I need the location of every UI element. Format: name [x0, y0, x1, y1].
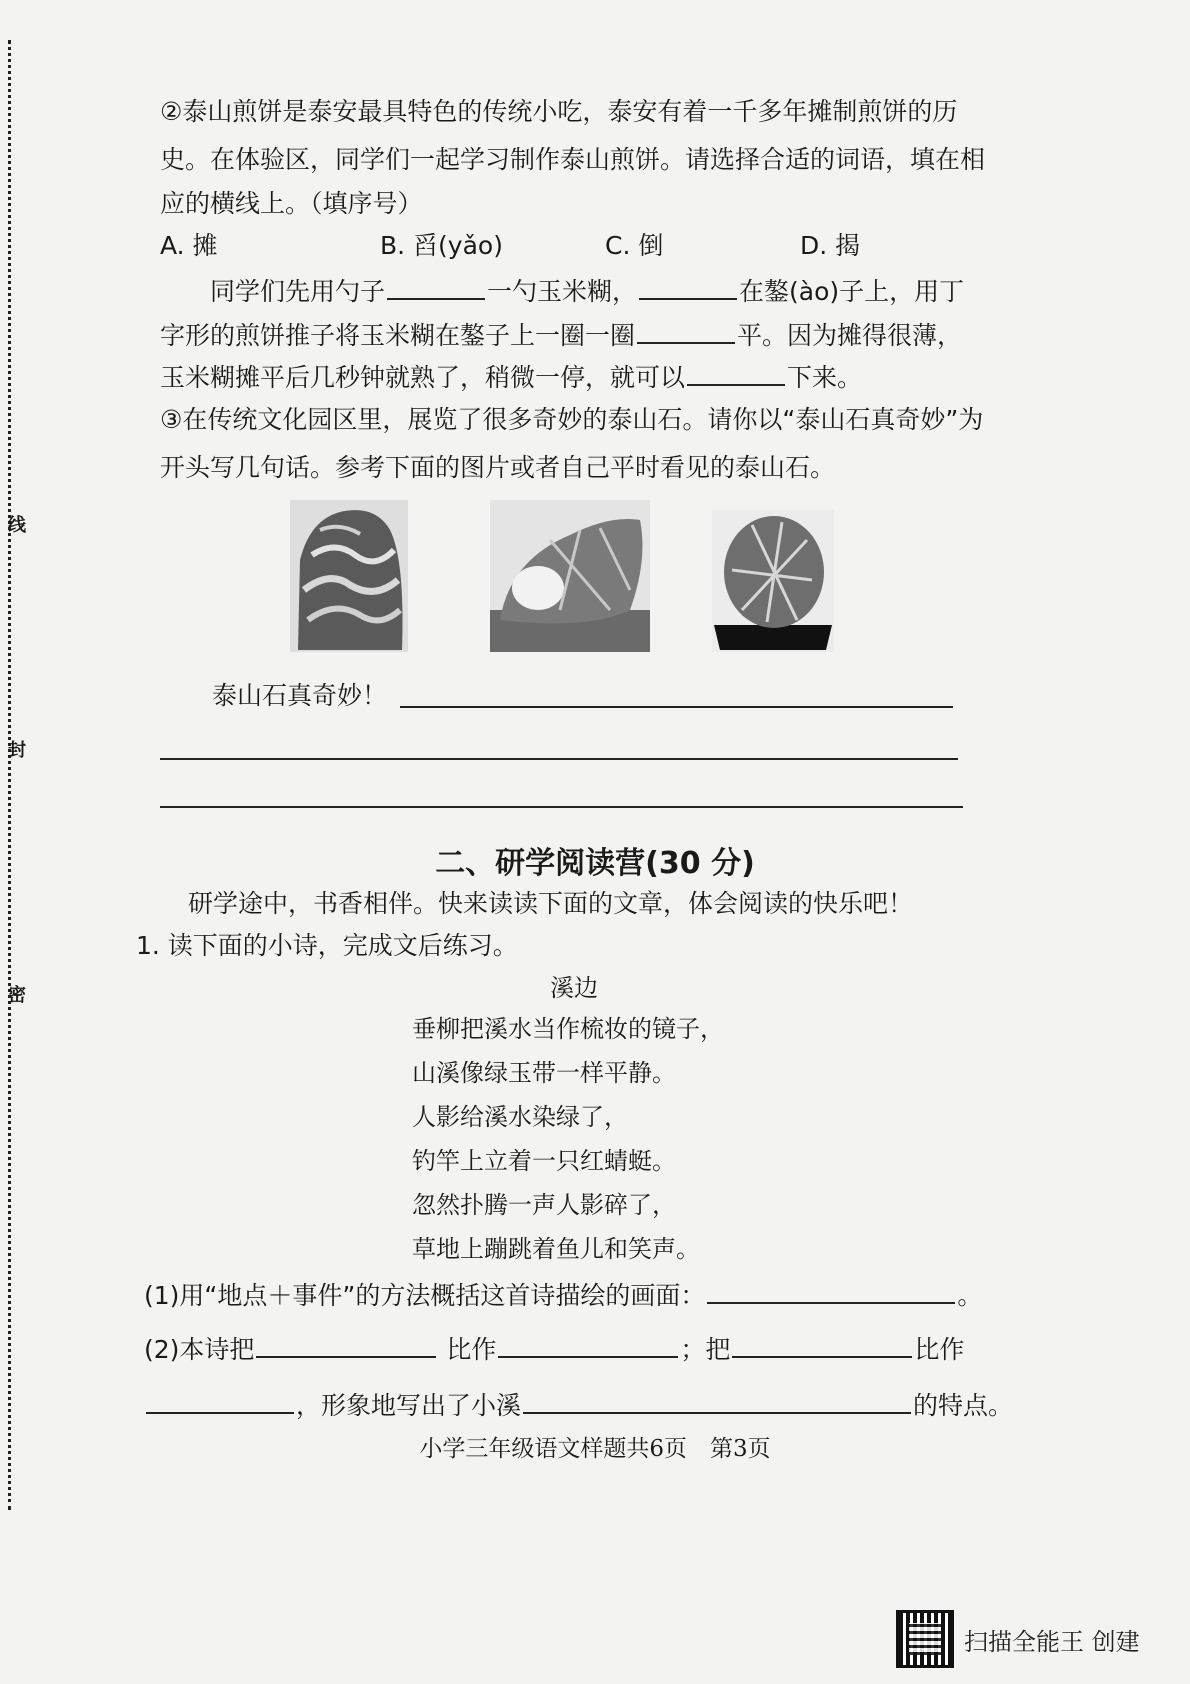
q3-line1: ③在传统文化园区里，展览了很多奇妙的泰山石。请你以“泰山石真奇妙”为	[160, 405, 984, 434]
exercise-2-line1	[144, 1332, 964, 1366]
exercise-text: ，形象地写出了小溪	[296, 1391, 522, 1420]
fill-text: 在鏊(ào)子上，用丁	[739, 277, 965, 306]
answer-line-3[interactable]	[160, 806, 963, 808]
binding-char-mi: 密	[5, 985, 26, 1003]
poem-line: 草地上蹦跳着鱼儿和笑声。	[412, 1235, 700, 1263]
q2-fill-line1	[210, 274, 964, 308]
option-a: A. 摊	[160, 231, 218, 260]
fill-text: 同学们先用勺子	[210, 277, 386, 306]
page-footer: 小学三年级语文样题共6页 第3页	[419, 1436, 771, 1462]
fill-text: 一勺玉米糊，	[487, 277, 638, 306]
poem-line: 山溪像绿玉带一样平静。	[412, 1059, 676, 1087]
qr-code-icon	[896, 1610, 954, 1668]
stone-photo-3	[712, 510, 834, 652]
binding-dotted-line	[8, 40, 25, 1510]
answer-line-1[interactable]	[400, 706, 953, 708]
scanner-watermark	[896, 1610, 1140, 1668]
section-intro: 研学途中，书香相伴。快来读读下面的文章，体会阅读的快乐吧！	[188, 889, 914, 918]
fill-text: 玉米糊摊平后几秒钟就熟了，稍微一停，就可以	[160, 363, 686, 392]
answer-blank[interactable]	[707, 1278, 955, 1304]
exercise-2-line2	[144, 1388, 1013, 1422]
answer-blank[interactable]	[498, 1332, 678, 1358]
poem-line: 钓竿上立着一只红蜻蜓。	[412, 1147, 676, 1175]
fill-text: 字形的煎饼推子将玉米糊在鏊子上一圈一圈	[160, 321, 636, 350]
exercise-text: 比作	[914, 1335, 965, 1364]
q2-fill-line3	[160, 360, 862, 394]
stone-photo-1	[290, 500, 408, 652]
exercise-text: 的特点。	[913, 1391, 1014, 1420]
option-c: C. 倒	[605, 231, 664, 260]
answer-blank[interactable]	[687, 360, 785, 386]
exercise-text: ；把	[680, 1335, 731, 1364]
exercise-1	[144, 1278, 982, 1312]
answer-blank[interactable]	[639, 274, 737, 300]
exercise-text: 比作	[446, 1335, 497, 1364]
q2-intro-line1: ②泰山煎饼是泰安最具特色的传统小吃，泰安有着一千多年摊制煎饼的历	[160, 97, 958, 126]
exercise-text: (2)本诗把	[144, 1335, 255, 1364]
exercise-text: (1)用“地点＋事件”的方法概括这首诗描绘的画面：	[144, 1281, 706, 1310]
answer-blank[interactable]	[637, 318, 735, 344]
section-title: 二、研学阅读营(30 分)	[435, 846, 755, 881]
q2-fill-line2	[160, 318, 962, 352]
answer-blank[interactable]	[732, 1332, 912, 1358]
q2-intro-line2: 史。在体验区，同学们一起学习制作泰山煎饼。请选择合适的词语，填在相	[160, 145, 986, 174]
answer-blank[interactable]	[523, 1388, 911, 1414]
q2-intro-line3: 应的横线上。（填序号）	[160, 189, 423, 218]
answer-line-2[interactable]	[160, 758, 958, 760]
answer-blank[interactable]	[146, 1388, 294, 1414]
answer-prefix: 泰山石真奇妙！	[212, 681, 388, 710]
answer-blank[interactable]	[256, 1332, 436, 1358]
q3-line2: 开头写几句话。参考下面的图片或者自己平时看见的泰山石。	[160, 453, 836, 482]
stone-photo-2	[490, 500, 650, 652]
option-d: D. 揭	[800, 231, 861, 260]
watermark-text: 扫描全能王 创建	[964, 1627, 1140, 1656]
binding-char-feng: 封	[5, 740, 26, 758]
fill-text: 下来。	[787, 363, 863, 392]
poem-line: 垂柳把溪水当作梳妆的镜子，	[412, 1015, 724, 1043]
question-1: 1. 读下面的小诗，完成文后练习。	[136, 931, 518, 960]
poem-line: 忽然扑腾一声人影碎了，	[412, 1191, 676, 1219]
binding-char-xian: 线	[5, 515, 26, 533]
exercise-text: 。	[957, 1281, 983, 1310]
option-b: B. 舀(yǎo)	[380, 231, 503, 260]
poem-line: 人影给溪水染绿了，	[412, 1103, 628, 1131]
fill-text: 平。因为摊得很薄，	[737, 321, 963, 350]
answer-blank[interactable]	[387, 274, 485, 300]
poem-title: 溪边	[550, 974, 598, 1002]
